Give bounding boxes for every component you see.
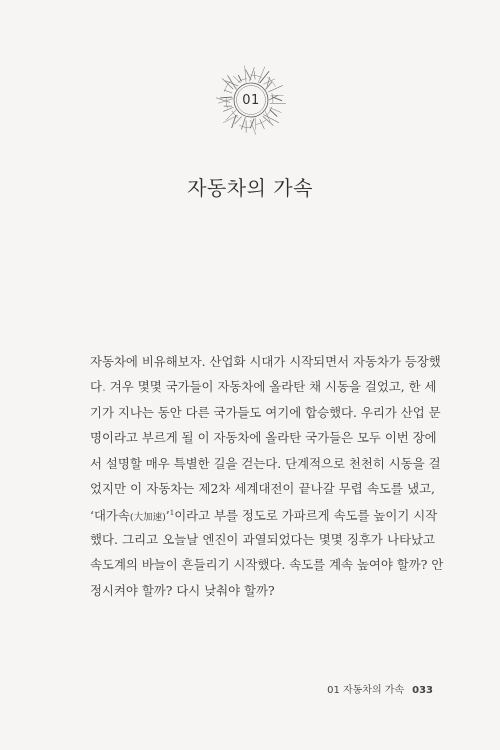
body-line-9: 속도계의 바늘이 흔들리기 시작했다. 속도를 계속 높여야 할까? 안	[90, 557, 444, 573]
term-great-acceleration: ‘대가속	[90, 508, 130, 524]
running-chapter-label: 01 자동차의 가속	[327, 685, 405, 696]
body-paragraph	[90, 349, 444, 603]
page-number: 033	[412, 685, 433, 696]
proofread-mark: .	[101, 379, 106, 395]
term-hanja: (大加速)	[129, 512, 166, 524]
body-line-3: 기가 지나는 동안 다른 국가들도 여기에 합승했다. 우리가 산업 문	[90, 404, 441, 420]
body-line-7-rest: 이라고 부를 정도로 가파르게 속도를 높이기 시작	[174, 508, 438, 524]
body-line-8: 했다. 그리고 오늘날 엔진이 과열되었다는 몇몇 징후가 나타났고	[90, 531, 435, 547]
body-line-10: 정시켜야 할까? 다시 낮춰야 할까?	[90, 582, 275, 598]
body-line-4: 명이라고 부르게 될 이 자동차에 올라탄 국가들은 모두 이번 장에	[90, 430, 437, 446]
body-line-7	[90, 501, 438, 526]
body-line-1: 자동차에 비유해보자. 산업화 시대가 시작되면서 자동차가 등장했	[90, 354, 441, 369]
footnote-marker[interactable]: 1	[169, 509, 175, 518]
body-line-6: 었지만 이 자동차는 제2차 세계대전이 끝나갈 무렵 속도를 냈고,	[90, 480, 435, 496]
page-footer	[327, 681, 433, 696]
term-close-quote: ’	[165, 508, 170, 524]
body-line-5: 서 설명할 매우 특별한 길을 걷는다. 단계적으로 천천히 시동을 걸	[90, 455, 441, 471]
body-line-2: 다. 겨우 몇몇 국가들이 자동차에 올라탄 채 시동을 걸었고, 한 세	[90, 379, 437, 395]
chapter-emblem	[213, 62, 289, 138]
chapter-number: 01	[242, 92, 260, 108]
chapter-title: 자동차의 가속	[187, 176, 313, 200]
